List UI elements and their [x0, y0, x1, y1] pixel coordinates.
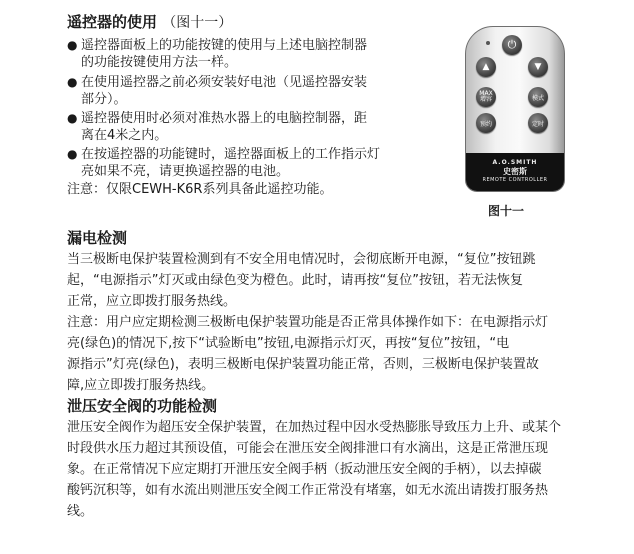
bullet-line-2: 离在4米之内。	[81, 128, 168, 143]
max-button-label: MAX 增容	[479, 90, 493, 103]
remote-control-figure	[465, 26, 565, 192]
bullet-line-1: 在按遥控器的功能键时，遥控器面板上的工作指示灯	[81, 147, 381, 162]
model-text: REMOTE CONTROLLER	[482, 177, 548, 183]
leakage-p2-line: 注意：用户应定期检测三极断电保护装置功能是否正常具体操作如下：在电源指示灯	[67, 315, 549, 330]
valve-line: 泄压安全阀作为超压安全保护装置，在加热过程中因水受热膨胀导致压力上升、或某个	[67, 420, 562, 435]
bullet-line-2: 的功能按键使用方法一样。	[81, 55, 238, 70]
brand-cn: 史密斯	[503, 167, 527, 176]
indicator-led-icon	[486, 41, 490, 45]
valve-line: 象。在正常情况下应定期打开泄压安全阀手柄（扳动泄压安全阀的手柄），以去掉碳	[67, 462, 542, 477]
remote-title-subtitle: （图十一）	[162, 15, 233, 31]
down-arrow-button-icon: ▼	[528, 57, 548, 77]
remote-body	[465, 26, 565, 192]
figure-caption: 图十一	[488, 204, 525, 218]
brand-en: A.O.SMITH	[492, 159, 538, 166]
leakage-p1-line: 当三极断电保护装置检测到有不安全用电情况时，会彻底断开电源，“复位”按钮跳	[67, 252, 536, 267]
remote-title-text: 遥控器的使用	[67, 13, 158, 31]
power-button-icon: ⏻	[502, 35, 522, 55]
remote-bullet-3	[67, 110, 427, 144]
bullet-dot-icon: ●	[67, 75, 78, 89]
leakage-para-1	[67, 249, 587, 312]
timer-button	[528, 113, 548, 133]
leakage-title: 漏电检测	[67, 229, 128, 247]
valve-line: 时段供水压力超过其预设值，可能会在泄压安全阀排泄口有水滴出，这是正常泄压现	[67, 441, 549, 456]
bullet-line-1: 遥控器使用时必须对准热水器上的电脑控制器，距	[81, 111, 368, 126]
valve-title: 泄压安全阀的功能检测	[67, 397, 218, 415]
bullet-line-2: 部分）。	[81, 92, 127, 107]
preset-button-label: 预约	[479, 120, 492, 128]
remote-brand-band	[466, 153, 564, 191]
bullet-dot-icon: ●	[67, 38, 78, 52]
remote-bullet-1	[67, 37, 427, 71]
timer-button-label: 定时	[531, 120, 544, 128]
remote-bullet-4	[67, 146, 427, 180]
leakage-p2-line: 障,应立即拨打服务热线。	[67, 378, 215, 393]
leakage-p1-line: 起，“电源指示”灯灭或由绿色变为橙色。此时，请再按“复位”按钮，若无法恢复	[67, 273, 523, 288]
valve-para	[67, 417, 587, 522]
mode-button	[528, 87, 548, 107]
leakage-p1-line: 正常，应立即拨打服务热线。	[67, 294, 237, 309]
remote-section-title	[67, 12, 232, 33]
max-button	[476, 87, 496, 107]
bullet-dot-icon: ●	[67, 111, 78, 125]
preset-button	[476, 113, 496, 133]
up-arrow-button-icon: ▲	[476, 57, 496, 77]
remote-bullet-2	[67, 74, 427, 108]
bullet-line-1: 遥控器面板上的功能按键的使用与上述电脑控制器	[81, 38, 368, 53]
valve-line: 酸钙沉积等，如有水流出则泄压安全阀工作正常没有堵塞，如无水流出请拨打服务热	[67, 483, 549, 498]
leakage-para-2	[67, 312, 587, 396]
bullet-line-2: 亮如果不亮，请更换遥控器的电池。	[81, 164, 290, 179]
bullet-dot-icon: ●	[67, 147, 78, 161]
remote-note: 注意：仅限CEWH-K6R系列具备此遥控功能。	[67, 182, 333, 197]
bullet-line-1: 在使用遥控器之前必须安装好电池（见遥控器安装	[81, 75, 368, 90]
mode-button-label: 模式	[531, 94, 544, 102]
valve-line: 线。	[67, 504, 94, 519]
leakage-p2-line: 源指示”灯亮(绿色)，表明三极断电保护装置功能正常，否则，三极断电保护装置故	[67, 357, 539, 372]
leakage-p2-line: 亮(绿色)的情况下,按下“试验断电”按钮,电源指示灯灭，再按“复位”按钮，“电	[67, 336, 510, 351]
